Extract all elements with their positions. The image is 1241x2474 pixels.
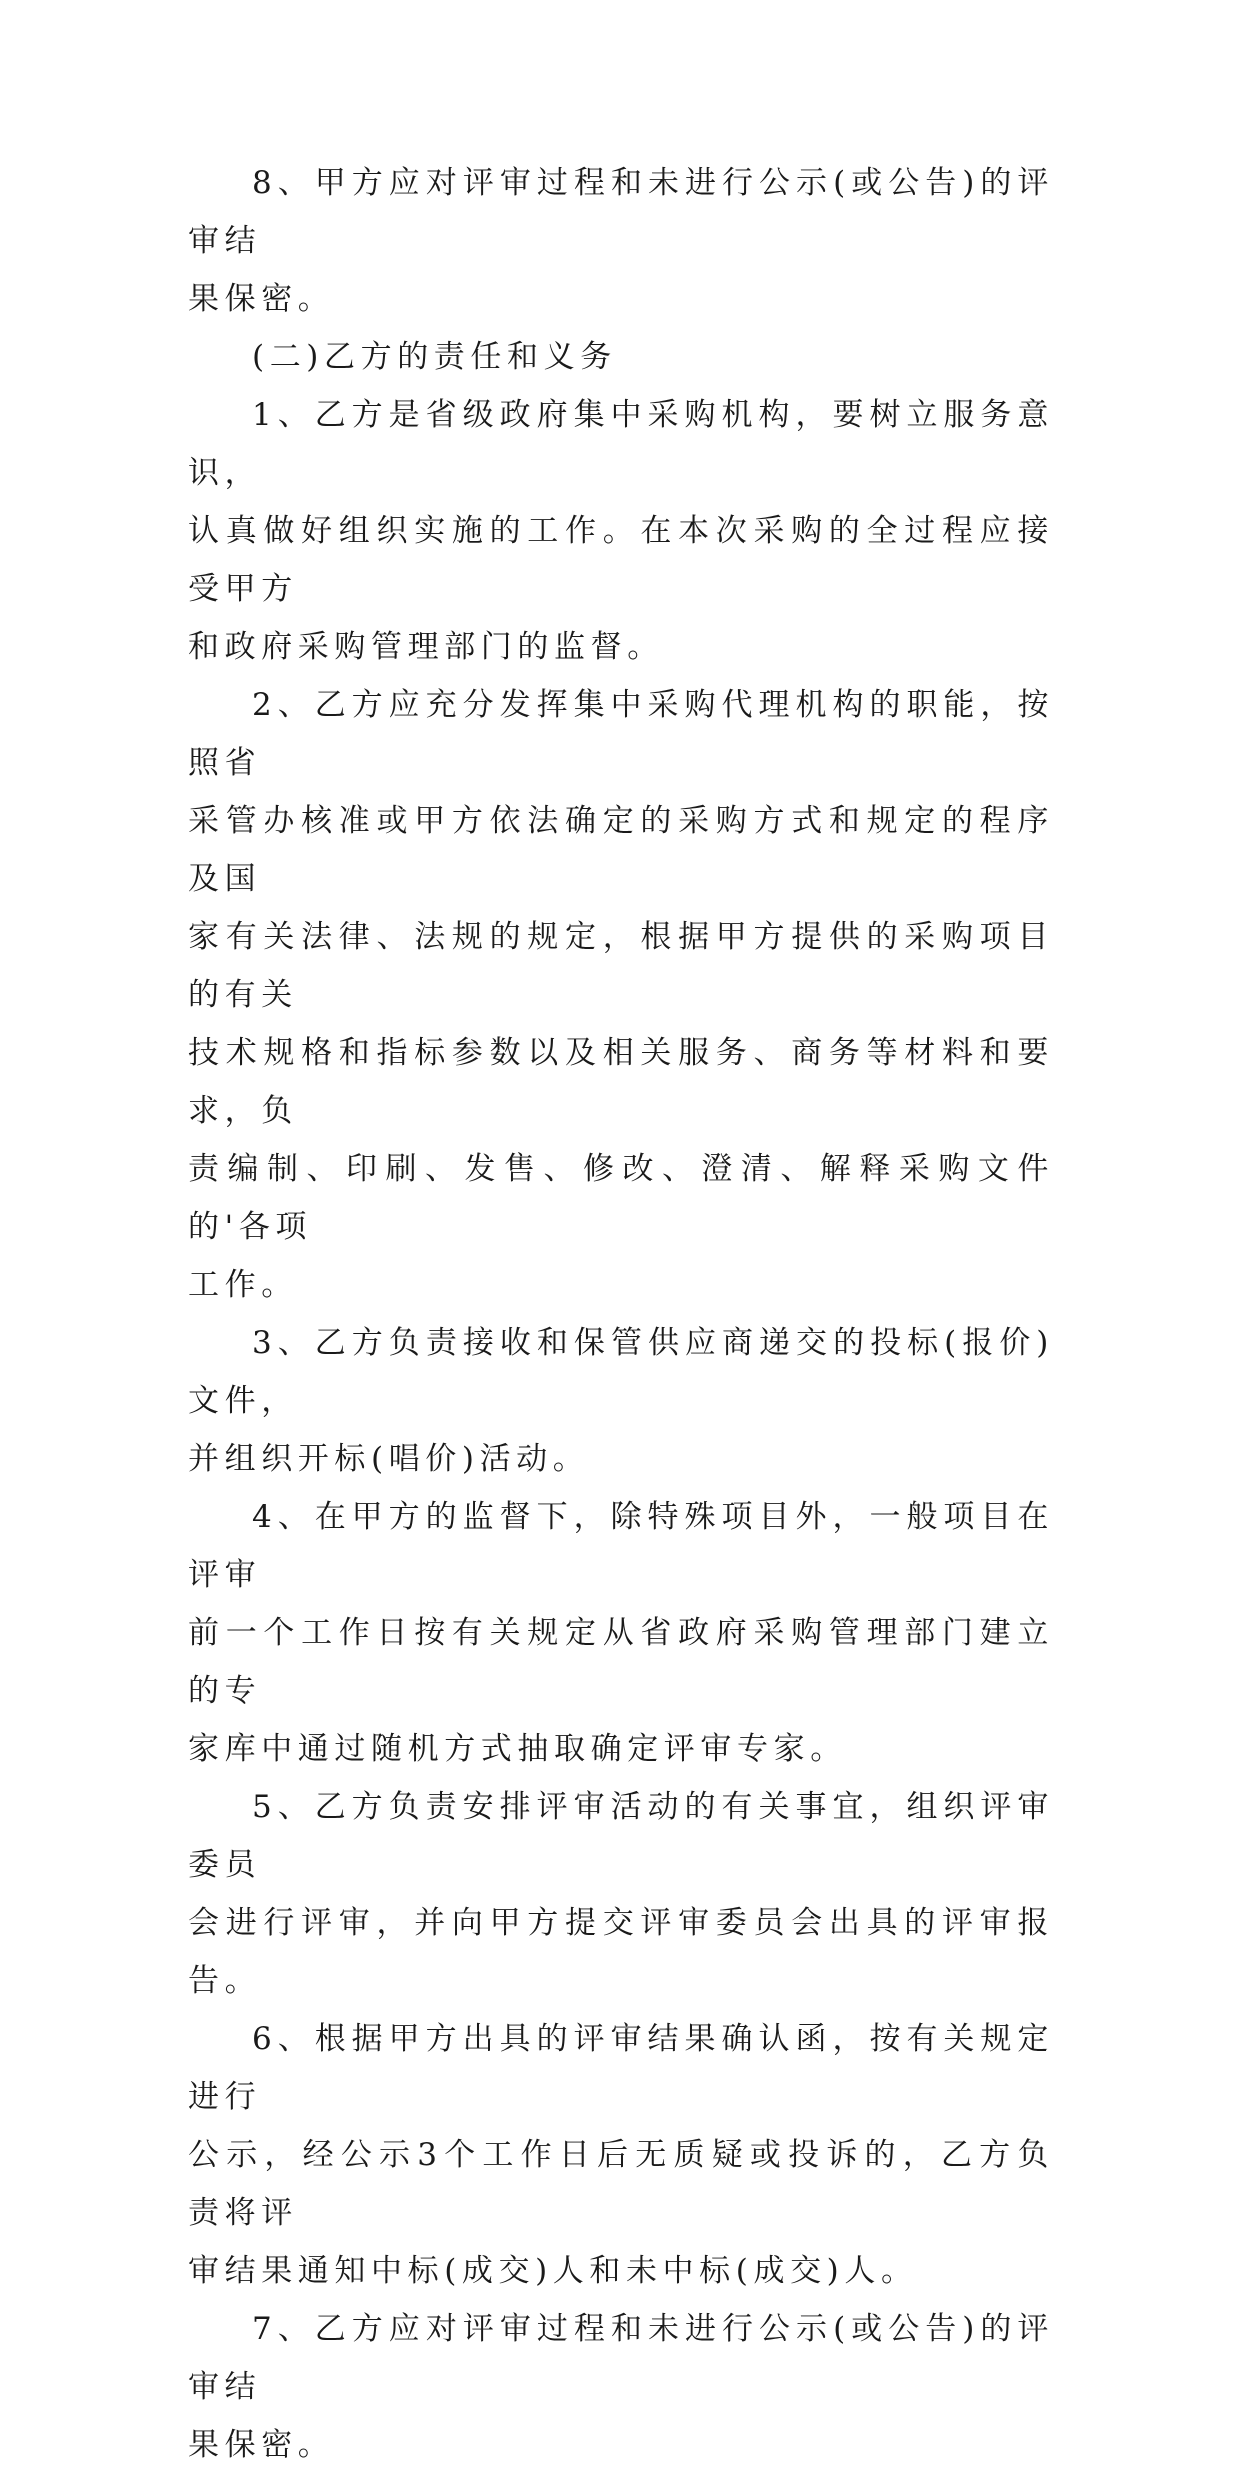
text-line: 3、乙方负责接收和保管供应商递交的投标(报价)文件， [188,1325,1054,1419]
paragraph-3 [188,386,1054,676]
text-line: 技术规格和指标参数以及相关服务、商务等材料和要求，负 [188,1035,1054,1129]
text-line: 果保密。 [188,2427,335,2463]
text-line: 责编制、印刷、发售、修改、澄清、解释采购文件的'各项 [188,1151,1054,1245]
text-line: 果保密。 [188,281,335,317]
text-line: 和政府采购管理部门的监督。 [188,629,664,665]
text-line: 公示，经公示3个工作日后无质疑或投诉的，乙方负责将评 [188,2137,1054,2231]
text-line: 工作。 [188,1267,298,1303]
text-line: (二)乙方的责任和义务 [252,339,617,375]
paragraph-4 [188,676,1054,1314]
document-body [188,154,1054,2474]
text-line: 2、乙方应充分发挥集中采购代理机构的职能，按照省 [188,687,1054,781]
paragraph-5 [188,1314,1054,1488]
text-line: 5、乙方负责安排评审活动的有关事宜，组织评审委员 [188,1789,1054,1883]
paragraph-9 [188,2300,1054,2474]
text-line: 7、乙方应对评审过程和未进行公示(或公告)的评审结 [188,2311,1054,2405]
text-line: 1、乙方是省级政府集中采购机构，要树立服务意识， [188,397,1054,491]
paragraph-6 [188,1488,1054,1778]
paragraph-7 [188,1778,1054,2010]
text-line: 会进行评审，并向甲方提交评审委员会出具的评审报告。 [188,1905,1054,1999]
text-line: 审结果通知中标(成交)人和未中标(成交)人。 [188,2253,918,2289]
text-line: 认真做好组织实施的工作。在本次采购的全过程应接受甲方 [188,513,1054,607]
text-line: 家库中通过随机方式抽取确定评审专家。 [188,1731,847,1767]
text-line: 4、在甲方的监督下，除特殊项目外，一般项目在评审 [188,1499,1054,1593]
text-line: 采管办核准或甲方依法确定的采购方式和规定的程序及国 [188,803,1054,897]
paragraph-2 [188,328,1054,386]
text-line: 家有关法律、法规的规定，根据甲方提供的采购项目的有关 [188,919,1054,1013]
text-line: 8、甲方应对评审过程和未进行公示(或公告)的评审结 [188,165,1054,259]
paragraph-1 [188,154,1054,328]
text-line: 并组织开标(唱价)活动。 [188,1441,590,1477]
text-line: 6、根据甲方出具的评审结果确认函，按有关规定进行 [188,2021,1054,2115]
paragraph-8 [188,2010,1054,2300]
text-line: 前一个工作日按有关规定从省政府采购管理部门建立的专 [188,1615,1054,1709]
